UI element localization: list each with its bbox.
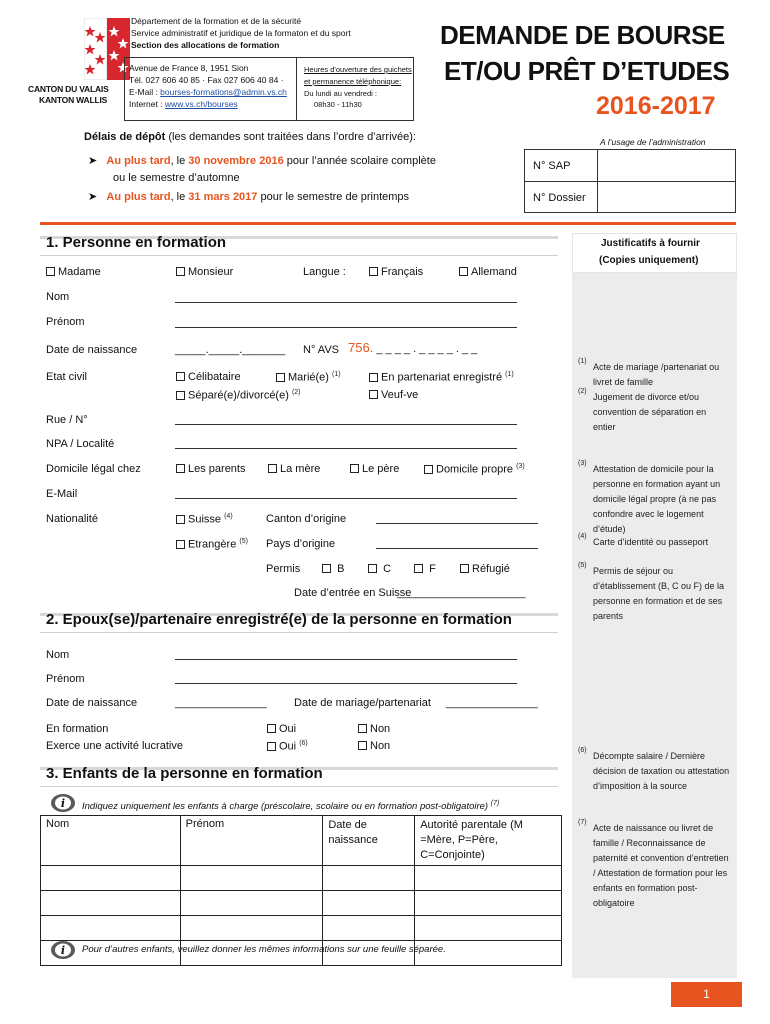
checkbox-veuf[interactable]: Veuf-ve bbox=[369, 389, 418, 401]
deadlines-heading-bold: Délais de dépôt bbox=[84, 131, 166, 143]
avs-prefix: 756. bbox=[348, 340, 374, 355]
justif-2: (2) Jugement de divorce et/ou convention de séparation en entier bbox=[578, 388, 707, 432]
academic-year: 2016-2017 bbox=[596, 92, 716, 120]
date-naissance-label: Date de naissance bbox=[46, 344, 138, 356]
deadline-1-prefix: Au plus tard bbox=[106, 155, 171, 167]
svg-text:i: i bbox=[60, 944, 66, 957]
checkbox-permis-b[interactable]: B bbox=[322, 563, 344, 575]
checkbox-formation-non[interactable]: Non bbox=[358, 723, 390, 735]
checkbox-partenariat[interactable]: En partenariat enregistré $^{(1)}$ bbox=[369, 371, 514, 384]
date-mariage-label: Date de mariage/partenariat bbox=[294, 697, 431, 709]
prenom-label: Prénom bbox=[46, 316, 85, 328]
checkbox-formation-oui[interactable]: Oui bbox=[267, 723, 296, 735]
admin-label: A l’usage de l’administration bbox=[600, 137, 706, 147]
pays-origine-input[interactable] bbox=[376, 548, 538, 549]
address: Avenue de France 8, 1951 Sion bbox=[129, 63, 249, 73]
checkbox-domicile-propre[interactable]: Domicile propre $^{(3)}$ bbox=[424, 463, 525, 476]
npa-label: NPA / Localité bbox=[46, 438, 115, 450]
admin-box bbox=[524, 149, 736, 213]
checkbox-etrangere[interactable]: Etrangère $^{(5)}$ bbox=[176, 538, 248, 551]
checkbox-separe[interactable]: Séparé(e)/divorcé(e) $^{(2)}$ bbox=[176, 389, 301, 402]
checkbox-marie[interactable]: Marié(e) $^{(1)}$ bbox=[276, 371, 341, 384]
checkbox-celibataire[interactable]: Célibataire bbox=[176, 371, 241, 383]
date-entree-input[interactable]: _____________________ bbox=[397, 587, 526, 599]
hours-time: 08h30 - 11h30 bbox=[314, 100, 362, 109]
col-prenom: Prénom bbox=[180, 816, 323, 866]
justif-3: (3) Attestation de domicile pour la personne en formation ayant un domicile légal propre (à ne pas confondre avec le logement d’étude) bbox=[578, 460, 721, 534]
checkbox-francais[interactable]: Français bbox=[369, 266, 423, 278]
section-3-footer: Pour d’autres enfants, veuillez donner les mêmes informations sur une feuille séparée. bbox=[82, 944, 446, 955]
contact-box-divider bbox=[296, 57, 297, 121]
epoux-date-naissance-label: Date de naissance bbox=[46, 697, 138, 709]
email-link[interactable]: bourses-formations@admin.vs.ch bbox=[160, 87, 287, 97]
epoux-prenom-label: Prénom bbox=[46, 673, 85, 685]
deadline-1-rest: pour l’année scolaire complète bbox=[283, 155, 436, 167]
arrow-bullet-icon: ➤ bbox=[88, 191, 98, 203]
web-label: Internet : bbox=[129, 99, 165, 109]
section-2-title: 2. Epoux(se)/partenaire enregistré(e) de la personne en formation bbox=[46, 611, 512, 628]
checkbox-pere[interactable]: Le père bbox=[350, 463, 399, 475]
checkbox-permis-f[interactable]: F bbox=[414, 563, 436, 575]
web-line bbox=[129, 99, 238, 109]
info-icon bbox=[50, 940, 76, 960]
avs-input[interactable] bbox=[348, 340, 477, 355]
admin-sap-label: N° SAP bbox=[533, 160, 571, 172]
admin-dossier-label: N° Dossier bbox=[533, 192, 586, 204]
checkbox-mere[interactable]: La mère bbox=[268, 463, 320, 475]
deadline-1-mid: , le bbox=[170, 155, 189, 167]
section-3-title: 3. Enfants de la personne en formation bbox=[46, 765, 323, 782]
justif-5: (5) Permis de séjour ou d’établissement (B, C ou F) de la personne en formation et de ses parents bbox=[578, 562, 725, 621]
etat-civil-label: Etat civil bbox=[46, 371, 87, 383]
justif-7: (7) Acte de naissance ou livret de famille / Reconnaissance de paternité et convention d’entretien / Attestation de formation pour les enfants en formation post-obligatoire bbox=[578, 819, 729, 908]
rue-input[interactable] bbox=[175, 424, 517, 425]
dept-line-1: Département de la formation et de la sécurité bbox=[131, 16, 302, 26]
epoux-nom-label: Nom bbox=[46, 649, 70, 661]
justif-1: (1) Acte de mariage /partenariat ou livret de famille bbox=[578, 358, 720, 387]
sidebar-title-2: (Copies uniquement) bbox=[599, 255, 699, 266]
deadline-2-mid: , le bbox=[170, 191, 189, 203]
email-label: E-Mail : bbox=[129, 87, 161, 97]
web-link[interactable]: www.vs.ch/bourses bbox=[164, 99, 238, 109]
orange-divider bbox=[40, 222, 736, 225]
checkbox-suisse[interactable]: Suisse $^{(4)}$ bbox=[176, 513, 233, 526]
table-row[interactable] bbox=[41, 891, 562, 916]
langue-label: Langue : bbox=[303, 266, 346, 278]
date-naissance-input[interactable]: _____._____._______ bbox=[175, 344, 286, 356]
deadline-2-date: 31 mars 2017 bbox=[188, 191, 258, 203]
page-number: 1 bbox=[671, 982, 742, 1007]
avs-label: N° AVS bbox=[303, 344, 339, 356]
email-input[interactable] bbox=[175, 498, 517, 499]
info-icon bbox=[50, 793, 76, 813]
date-entree-label: Date d’entrée en Suisse bbox=[294, 587, 412, 599]
deadlines-heading-rest: (les demandes sont traitées dans l’ordre d’arrivée): bbox=[165, 131, 416, 143]
admin-dossier-field[interactable] bbox=[601, 184, 731, 209]
avs-blank: _ _ _ _ . _ _ _ _ . _ _ bbox=[373, 343, 478, 355]
epoux-prenom-input[interactable] bbox=[175, 683, 517, 684]
table-row[interactable] bbox=[41, 916, 562, 941]
email-label: E-Mail bbox=[46, 488, 78, 500]
phone-fax: Tél. 027 606 40 85 · Fax 027 606 40 84 · bbox=[129, 75, 284, 85]
prenom-input[interactable] bbox=[175, 327, 517, 328]
checkbox-madame[interactable]: Madame bbox=[46, 266, 101, 278]
dept-line-3: Section des allocations de formation bbox=[131, 40, 280, 50]
dept-line-2: Service administratif et juridique de la formaton et du sport bbox=[131, 28, 351, 38]
checkbox-parents[interactable]: Les parents bbox=[176, 463, 245, 475]
epoux-date-naissance-input[interactable]: _______________ bbox=[175, 697, 267, 709]
email-line bbox=[129, 87, 287, 97]
canton-name-de: KANTON WALLIS bbox=[39, 95, 108, 105]
col-date: Date de naissance bbox=[323, 816, 415, 866]
npa-input[interactable] bbox=[175, 448, 517, 449]
canton-name-fr: CANTON DU VALAIS bbox=[28, 84, 109, 94]
nationalite-label: Nationalité bbox=[46, 513, 98, 525]
checkbox-refugie[interactable]: Réfugié bbox=[460, 563, 510, 575]
table-row[interactable] bbox=[41, 866, 562, 891]
domicile-label: Domicile légal chez bbox=[46, 463, 141, 475]
title-line-2: ET/OU PRÊT D’ETUDES bbox=[444, 56, 730, 86]
hours-days: Du lundi au vendredi : bbox=[304, 89, 377, 98]
title-line-1: DEMANDE DE BOURSE bbox=[440, 20, 725, 50]
pays-origine-label: Pays d’origine bbox=[266, 538, 336, 550]
activite-label: Exerce une activité lucrative bbox=[46, 740, 183, 752]
deadline-item-1 bbox=[88, 154, 436, 167]
deadline-1-cont: ou le semestre d’automne bbox=[113, 172, 240, 184]
deadline-item-2 bbox=[88, 190, 409, 203]
col-autorite: Autorité parentale (M =Mère, P=Père, C=Conjointe) bbox=[415, 816, 562, 866]
en-formation-label: En formation bbox=[46, 723, 109, 735]
rue-label: Rue / N° bbox=[46, 414, 88, 426]
canton-origine-label: Canton d’origine bbox=[266, 513, 347, 525]
checkbox-monsieur[interactable]: Monsieur bbox=[176, 266, 233, 278]
date-mariage-input[interactable]: _______________ bbox=[446, 697, 538, 709]
arrow-bullet-icon: ➤ bbox=[88, 155, 98, 167]
section-3-info: Indiquez uniquement les enfants à charge (préscolaire, scolaire ou en formation post-obligatoire) $^{(7)}$ bbox=[82, 800, 500, 813]
children-table-header bbox=[41, 816, 562, 866]
deadline-2-prefix: Au plus tard bbox=[106, 191, 171, 203]
hours-title-1: Heures d'ouverture des guichets bbox=[304, 65, 412, 74]
section-1-title: 1. Personne en formation bbox=[46, 234, 227, 251]
checkbox-allemand[interactable]: Allemand bbox=[459, 266, 517, 278]
permis-label: Permis bbox=[266, 563, 301, 575]
deadline-1-date: 30 novembre 2016 bbox=[188, 155, 284, 167]
nom-input[interactable] bbox=[175, 302, 517, 303]
deadlines-heading bbox=[84, 131, 416, 143]
svg-text:i: i bbox=[60, 797, 66, 810]
deadline-2-rest: pour le semestre de printemps bbox=[257, 191, 410, 203]
hours-title-2: et permanence téléphonique: bbox=[304, 77, 402, 86]
epoux-nom-input[interactable] bbox=[175, 659, 517, 660]
checkbox-permis-c[interactable]: C bbox=[368, 563, 391, 575]
canton-origine-input[interactable] bbox=[376, 523, 538, 524]
admin-sap-field[interactable] bbox=[601, 153, 731, 178]
checkbox-activite-oui[interactable]: Oui $^{(6)}$ bbox=[267, 740, 308, 753]
sidebar-title-1: Justificatifs à fournir bbox=[601, 238, 700, 249]
col-nom: Nom bbox=[41, 816, 181, 866]
checkbox-activite-non[interactable]: Non bbox=[358, 740, 390, 752]
justif-6: (6) Décompte salaire / Dernière décision de taxation ou attestation d’imposition à la source bbox=[578, 747, 730, 791]
nom-label: Nom bbox=[46, 291, 70, 303]
justif-4: (4) Carte d’identité ou passeport bbox=[578, 533, 709, 547]
